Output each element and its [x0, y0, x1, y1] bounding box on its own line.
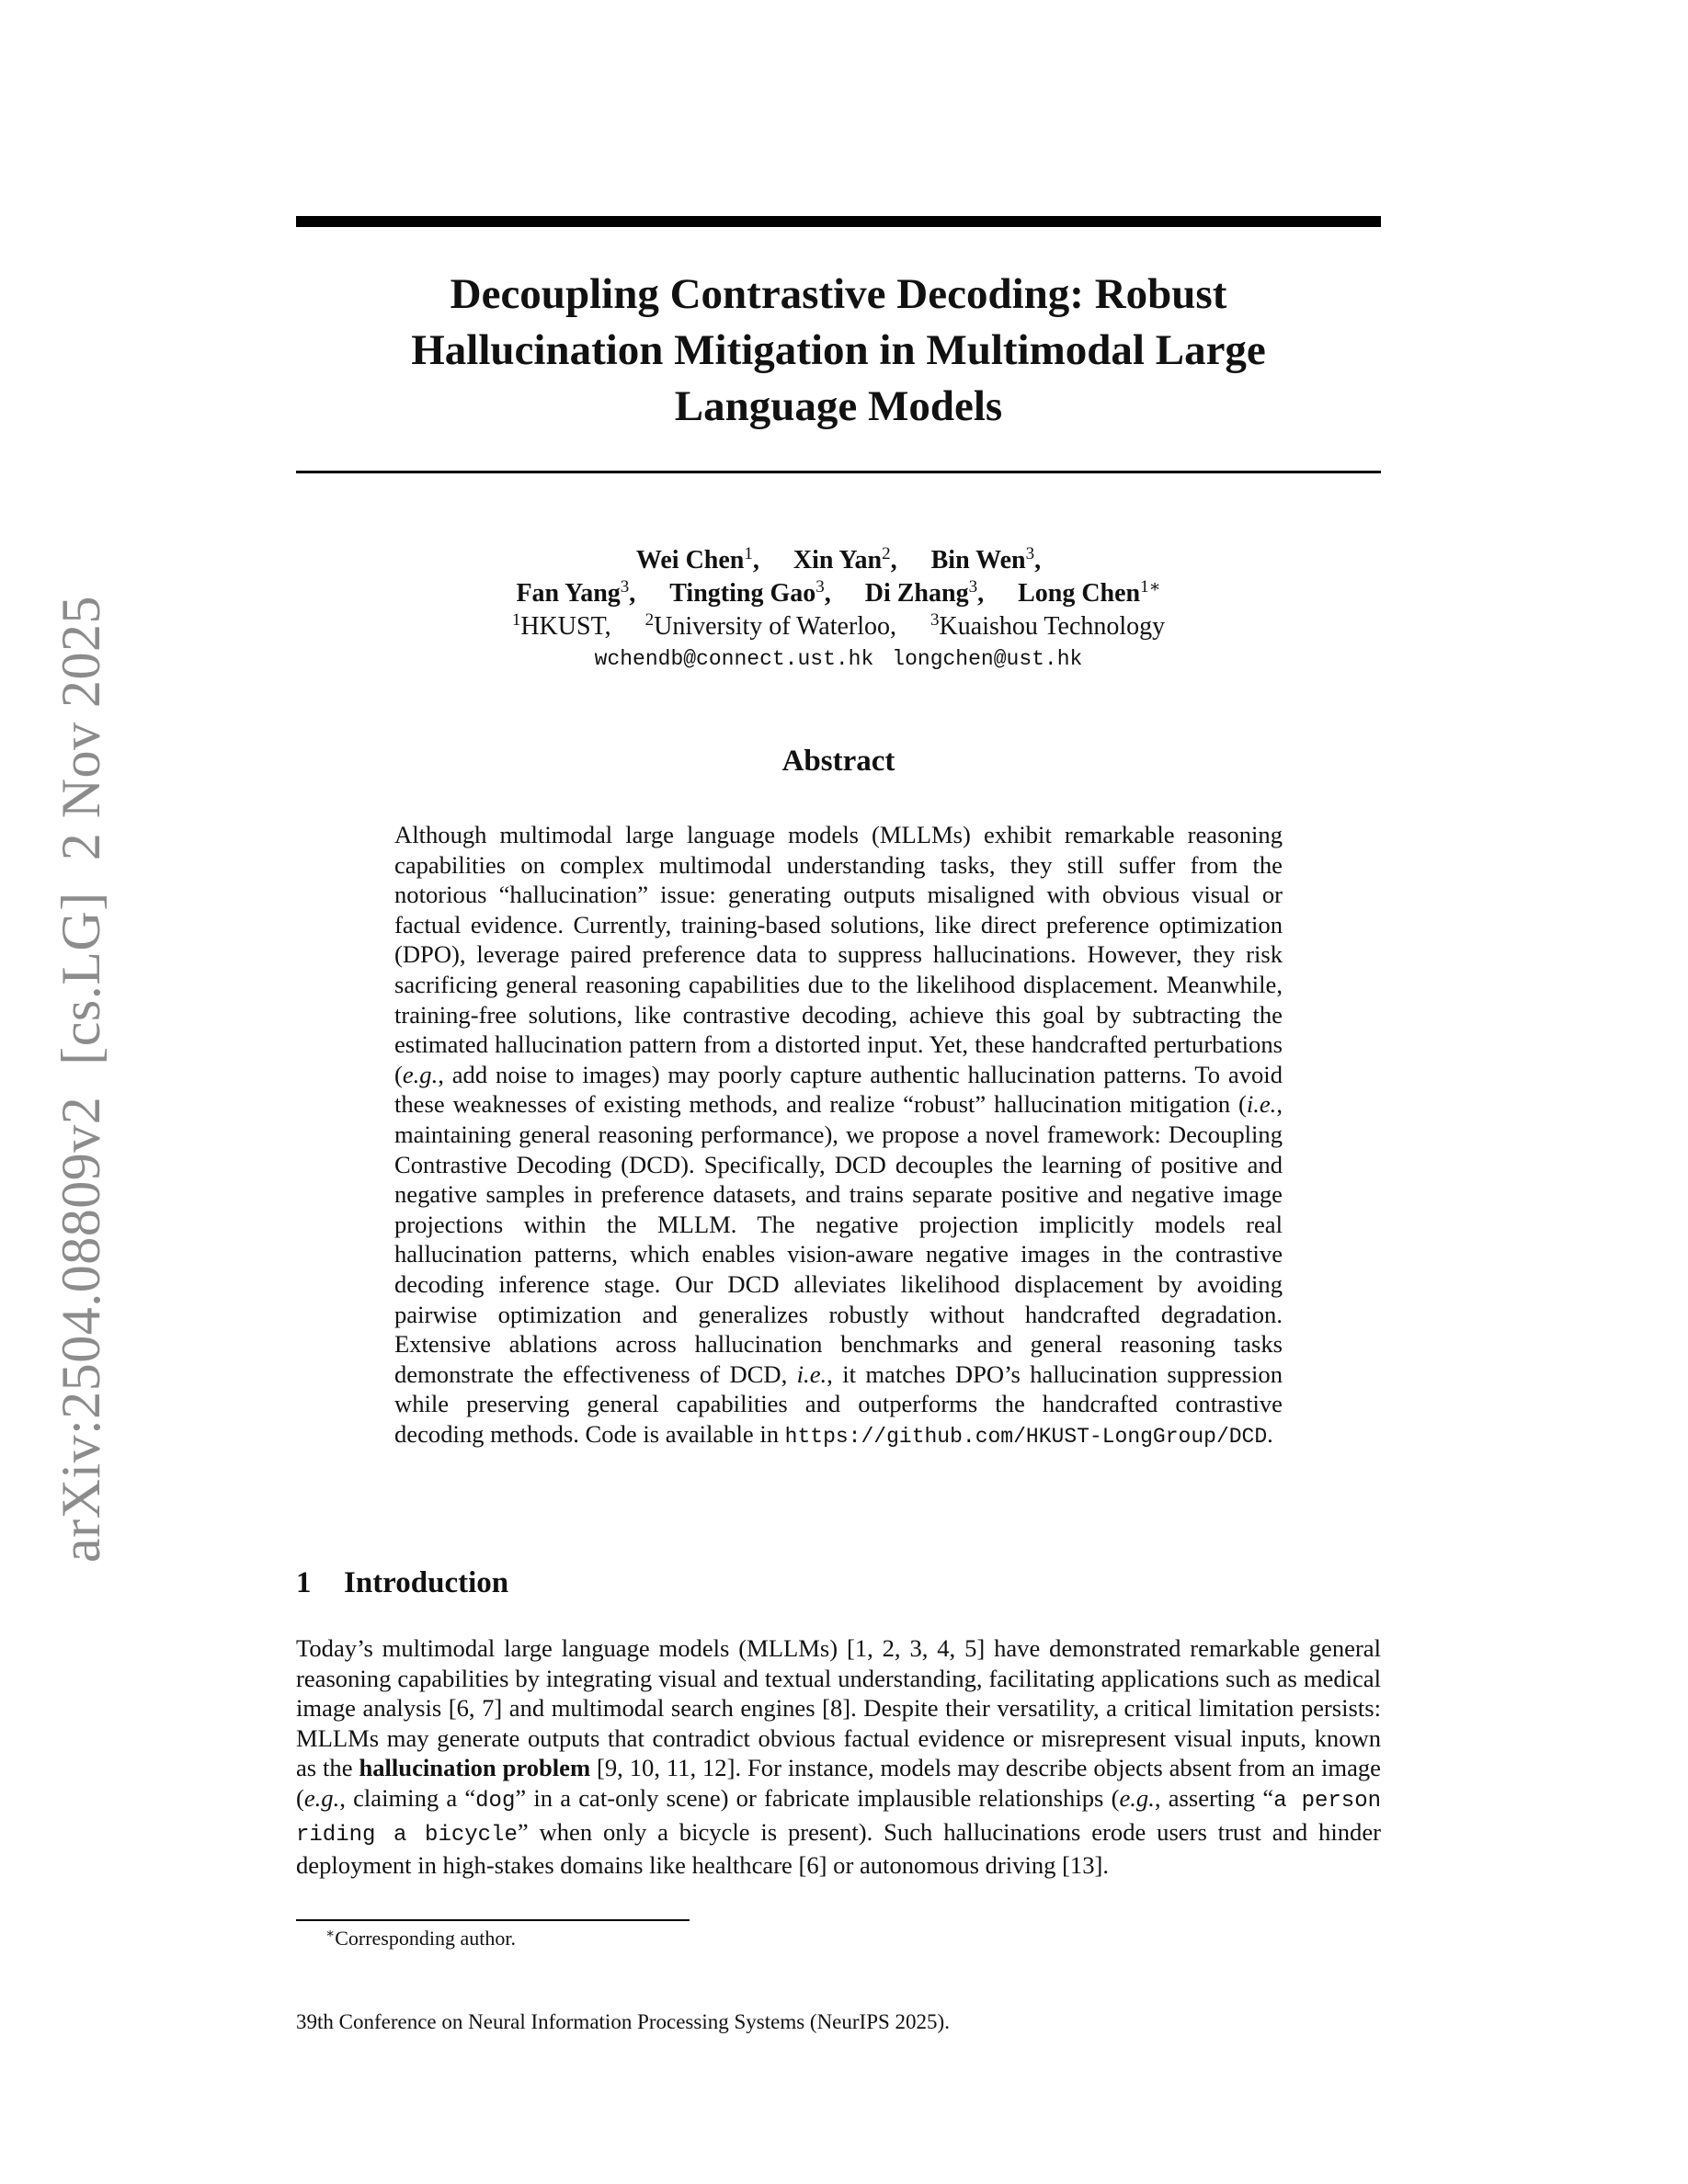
arxiv-id: arXiv:2504.08809v2 [51, 1096, 111, 1563]
abstract-heading: Abstract [781, 745, 895, 778]
abstract-text: , maintaining general reasoning performance), we propose a novel framework: Decoupling Contrastive Decoding (DCD). Specifically, DCD decouples the learning of positive and negative samples in preference datasets, and trains separate positive and negative image projections within the MLLM. The negative projection implicitly models real hallucination patterns, which enables vision-aware negative images in the contrastive decoding inference stage. Our DCD alleviates likelihood displacement by avoiding pairwise optimization and generalizes robustly without handcrafted degradation. Extensive ablations across hallucination benchmarks and general reasoning tasks demonstrate the effectiveness of DCD, [394, 1090, 1283, 1388]
author-affiliation-mark: 1 [744, 544, 753, 563]
author-affiliation-mark: 3 [620, 577, 630, 597]
author-name: Di Zhang [864, 579, 969, 608]
intro-code-term: dog [475, 1788, 516, 1814]
author-affiliation-mark: 3 [1025, 544, 1035, 563]
affiliation-name: Kuaishou Technology [939, 612, 1166, 641]
intro-italic-eg: e.g. [1119, 1783, 1155, 1812]
abstract-text: , add noise to images) may poorly capture authentic hallucination patterns. To avoid these weaknesses of existing methods, and realize “robust” hallucination mitigation ( [394, 1060, 1283, 1119]
abstract-paragraph [394, 820, 1283, 1451]
intro-text: [9, 10, 11, 12]. For instance, models may describe objects absent from an image ( [296, 1754, 1381, 1812]
author-affiliation-mark: 3 [815, 577, 825, 597]
affiliation-mark: 2 [644, 610, 655, 630]
author-separator: , [977, 579, 985, 608]
author-name: Xin Yan [793, 546, 883, 574]
author-separator: , [824, 579, 831, 608]
author-name: Long Chen [1018, 579, 1141, 608]
author-name: Wei Chen [635, 546, 745, 574]
title-top-rule [296, 216, 1381, 227]
title-line: Hallucination Mitigation in Multimodal Large [411, 326, 1266, 374]
author-separator: , [890, 546, 897, 574]
footnote-rule [296, 1919, 690, 1921]
arxiv-identifier-stamp [51, 595, 111, 1563]
footnote-text: Corresponding author. [335, 1927, 516, 1950]
abstract-text: . [1267, 1419, 1273, 1448]
author-row-1 [296, 544, 1381, 577]
author-separator: , [752, 546, 759, 574]
author-name: Bin Wen [930, 546, 1026, 574]
arxiv-date: 2 Nov 2025 [51, 595, 111, 861]
footnote [325, 1926, 516, 1951]
abstract-text: , it matches DPO’s hallucination suppression while preserving general capabilities and outperforms the handcrafted contrastive decoding methods. Code is available in [394, 1359, 1283, 1448]
intro-text: Today’s multimodal large language models (MLLMs) [1, 2, 3, 4, 5] have demonstrated remarkable general reasoning capabilities by integrating visual and textual understanding, facilitating applications such as medical image analysis [6, 7] and multimodal search engines [8]. Despite their versatility, a critical limitation persists: MLLMs may generate outputs that contradict obvious factual evidence or misrepresent visual inputs, known as the [296, 1634, 1381, 1782]
author-name: Tingting Gao [669, 579, 816, 608]
author-separator: , [1034, 546, 1042, 574]
abstract-italic-eg: e.g. [402, 1060, 439, 1088]
author-block [296, 544, 1381, 675]
affiliations-row [296, 610, 1381, 643]
author-separator: , [629, 579, 636, 608]
affiliation-name: HKUST, [520, 612, 611, 641]
title-line: Language Models [674, 382, 1003, 430]
intro-text: , claiming a “ [339, 1783, 476, 1812]
title-bottom-rule [296, 471, 1381, 473]
abstract-text: Although multimodal large language models (MLLMs) exhibit remarkable reasoning capabilities on complex multimodal understanding tasks, they still suffer from the notorious “hallucination” issue: generating outputs misaligned with obvious visual or factual evidence. Currently, training-based solutions, like direct preference optimization (DPO), leverage paired preference data to suppress hallucinations. However, they risk sacrificing general reasoning capabilities due to the likelihood displacement. Meanwhile, training-free solutions, like contrastive decoding, achieve this goal by subtracting the estimated hallucination pattern from a distorted input. Yet, these handcrafted perturbations ( [394, 821, 1283, 1088]
intro-text: , asserting “ [1154, 1783, 1274, 1812]
section-title: Introduction [344, 1566, 509, 1599]
author-affiliation-mark: 1∗ [1140, 577, 1161, 597]
intro-text: ” when only a bicycle is present). Such hallucinations erode users trust and hinder deployment in high-stakes domains like healthcare [6] or autonomous driving [13]. [296, 1817, 1381, 1880]
intro-italic-eg: e.g. [303, 1783, 340, 1812]
author-name: Fan Yang [516, 579, 621, 608]
intro-code-term: a person riding a bicycle [296, 1788, 1381, 1848]
arxiv-category: [cs.LG] [51, 892, 111, 1065]
abstract-italic-ie: i.e. [796, 1359, 827, 1388]
paper-title [296, 267, 1381, 435]
emails-row [296, 643, 1381, 675]
intro-bold-term: hallucination problem [359, 1754, 591, 1782]
affiliation-name: University of Waterloo, [654, 612, 897, 641]
title-line: Decoupling Contrastive Decoding: Robust [450, 270, 1227, 318]
affiliation-mark: 1 [511, 610, 521, 630]
code-repository-link[interactable]: https://github.com/HKUST-LongGroup/DCD [784, 1424, 1268, 1449]
email-address[interactable]: longchen@ust.hk [892, 647, 1083, 671]
author-row-2 [296, 577, 1381, 610]
section-heading-introduction [296, 1564, 1381, 1601]
intro-text: ” in a cat-only scene) or fabricate implausible relationships ( [515, 1783, 1120, 1812]
email-address[interactable]: wchendb@connect.ust.hk [594, 647, 874, 671]
affiliation-mark: 3 [930, 610, 940, 630]
venue-note: 39th Conference on Neural Information Processing Systems (NeurIPS 2025). [296, 2010, 950, 2033]
introduction-paragraph [296, 1633, 1381, 1881]
author-affiliation-mark: 2 [882, 544, 891, 563]
section-number: 1 [296, 1566, 312, 1599]
abstract-italic-ie: i.e. [1246, 1090, 1277, 1119]
author-affiliation-mark: 3 [968, 577, 978, 597]
footnote-mark: ∗ [325, 1927, 336, 1941]
